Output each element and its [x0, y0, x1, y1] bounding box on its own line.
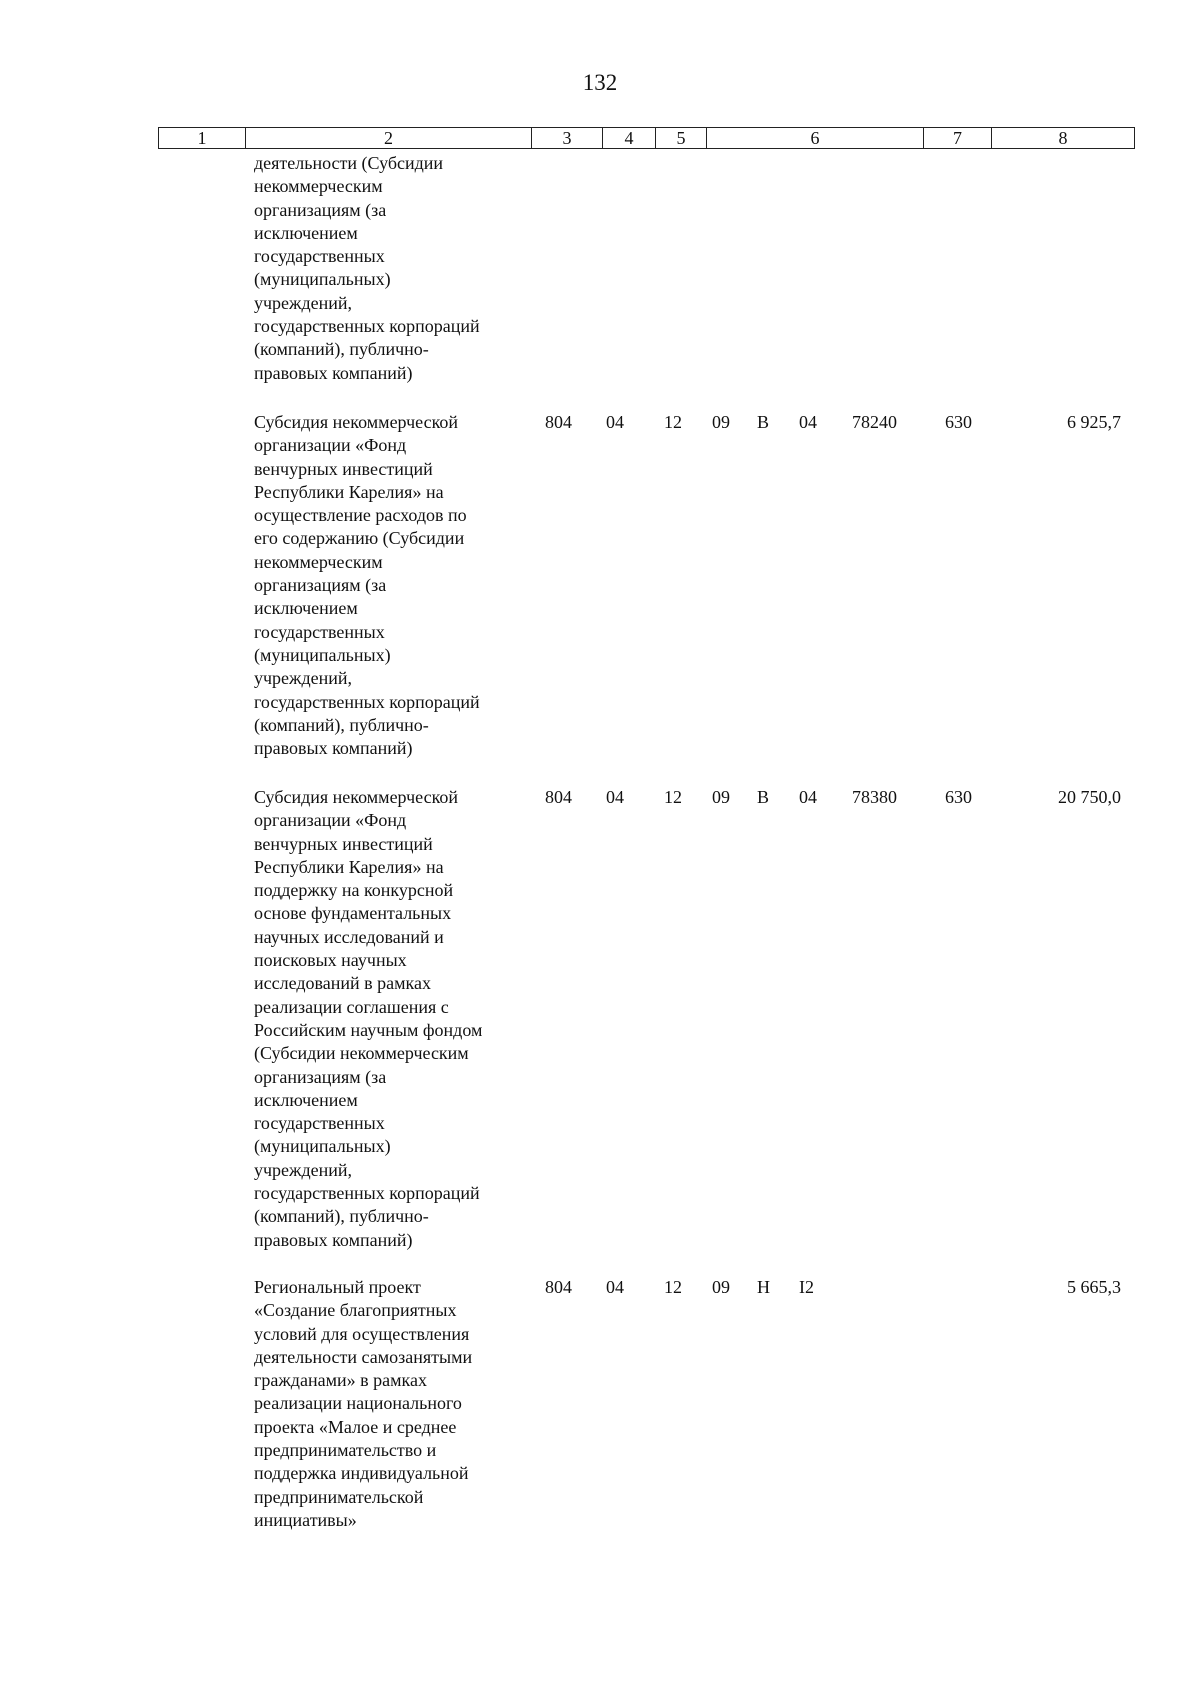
cell-sum: 20 750,0: [1058, 787, 1121, 807]
row-description: деятельности (Субсидии некоммерческим организациям (за исключением государственных (муниципальных) учреждений, государственных корпораций (компаний), публично- правовых компаний): [254, 153, 480, 383]
column-header-7: 7: [924, 128, 992, 149]
cell-gr: 804: [545, 412, 572, 432]
cell-rz: 04: [606, 1277, 624, 1297]
cell-sum: 5 665,3: [1067, 1277, 1121, 1297]
column-header-1: 1: [159, 128, 246, 149]
column-header-row: [158, 127, 1135, 149]
cell-cs-direction: 78380: [852, 787, 897, 807]
column-header-2: 2: [246, 128, 532, 149]
cell-pr: 12: [664, 1277, 682, 1297]
cell-pr: 12: [664, 787, 682, 807]
cell-cs-event: 04: [799, 787, 817, 807]
cell-cs-program: 09: [712, 412, 730, 432]
column-header-3: 3: [532, 128, 603, 149]
cell-gr: 804: [545, 787, 572, 807]
cell-pr: 12: [664, 412, 682, 432]
cell-sum: 6 925,7: [1067, 412, 1121, 432]
cell-cs-direction: 78240: [852, 412, 897, 432]
row-description: Субсидия некоммерческой организации «Фонд венчурных инвестиций Республики Карелия» на поддержку на конкурсной основе фундаментальных научных исследований и поисковых научных исследований в рамках реализации соглашения с Российским научным фондом (Субсидии некоммерческим организациям (за исключением государственных (муниципальных) учреждений, государственных корпораций (компаний), публично- правовых компаний): [254, 787, 483, 1250]
row-description: Субсидия некоммерческой организации «Фонд венчурных инвестиций Республики Карелия» на осуществление расходов по его содержанию (Субсидии некоммерческим организациям (за исключением государственных (муниципальных) учреждений, государственных корпораций (компаний), публично- правовых компаний): [254, 412, 480, 759]
cell-cs-subprogram: В: [757, 412, 770, 432]
cell-rz: 04: [606, 787, 624, 807]
cell-cs-subprogram: Н: [757, 1277, 770, 1297]
row-description: Региональный проект «Создание благоприятных условий для осуществления деятельности самозанятыми гражданами» в рамках реализации национального проекта «Малое и среднее предпринимательство и поддержка индивидуальной предпринимательской инициативы»: [254, 1277, 473, 1530]
cell-cs-subprogram: В: [757, 787, 770, 807]
column-header-4: 4: [603, 128, 656, 149]
column-header-5: 5: [656, 128, 707, 149]
page-number: 132: [582, 70, 618, 95]
cell-cs-event: I2: [799, 1277, 814, 1297]
cell-vr: 630: [945, 412, 972, 432]
cell-cs-event: 04: [799, 412, 817, 432]
cell-cs-program: 09: [712, 1277, 730, 1297]
column-header-6: 6: [707, 128, 924, 149]
column-header-8: 8: [992, 128, 1135, 149]
cell-vr: 630: [945, 787, 972, 807]
cell-cs-program: 09: [712, 787, 730, 807]
cell-gr: 804: [545, 1277, 572, 1297]
cell-rz: 04: [606, 412, 624, 432]
